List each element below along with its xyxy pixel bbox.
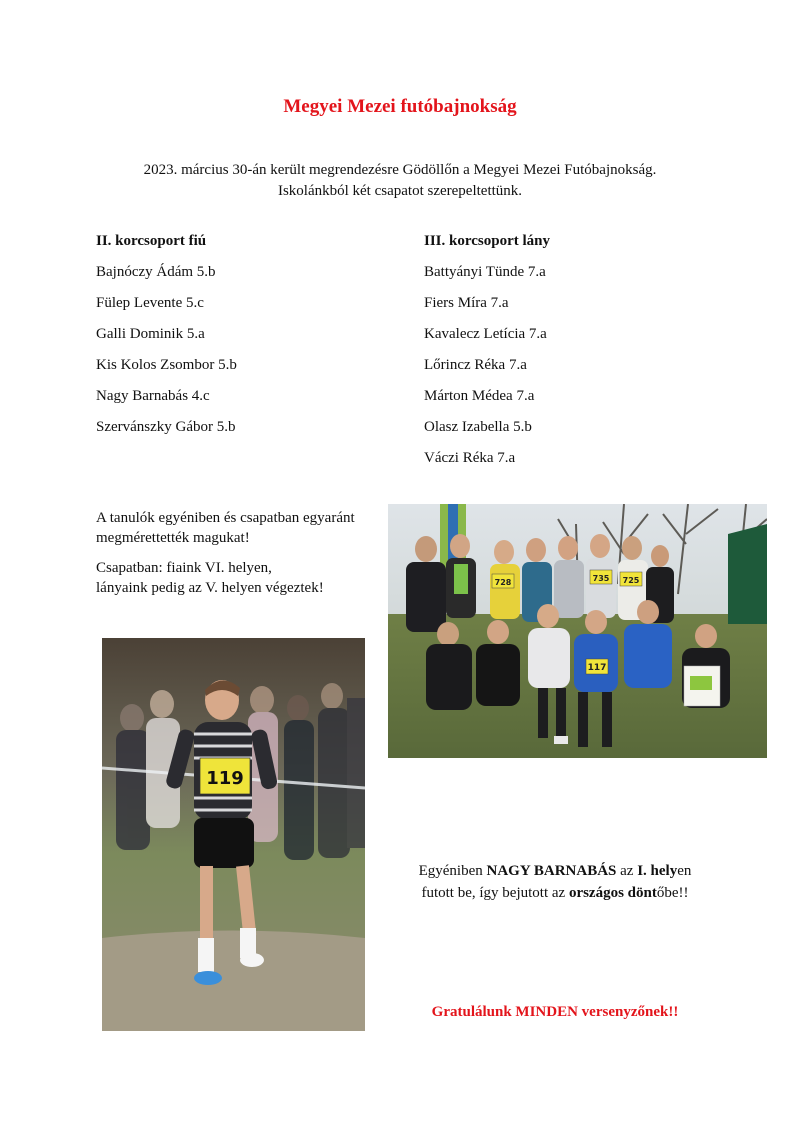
list-item: Váczi Réka 7.a (424, 450, 516, 466)
group-bib-label: 735 (592, 574, 610, 583)
boys-team-heading: II. korcsoport fiú (96, 233, 207, 249)
team-results-line-2: lányaink pedig az V. helyen végeztek! (96, 580, 324, 596)
team-results-line-1: Csapatban: fiaink VI. helyen, (96, 560, 272, 576)
boys-team-list (96, 230, 237, 447)
runner-bib-label: 119 (206, 768, 244, 789)
winner-name: NAGY BARNABÁS (486, 863, 617, 879)
group-bib-label: 728 (494, 578, 512, 587)
list-item: Fiers Míra 7.a (424, 295, 509, 311)
list-item: Márton Médea 7.a (424, 388, 535, 404)
list-item: Galli Dominik 5.a (96, 326, 205, 342)
summary-paragraph (96, 508, 355, 548)
list-item: Fülep Levente 5.c (96, 295, 204, 311)
congratulations-text: Gratulálunk MINDEN versenyzőnek!! (431, 1004, 679, 1020)
list-item: Szervánszky Gábor 5.b (96, 419, 236, 435)
summary-line-1: A tanulók egyéniben és csapatban egyaránt (96, 510, 355, 526)
list-item: Battyányi Tünde 7.a (424, 264, 546, 280)
summary-line-2: megmérettették magukat! (96, 530, 250, 546)
runner-photo (102, 638, 365, 1031)
winner-place: I. hely (637, 863, 678, 879)
result-text-fragment: be!! (664, 885, 689, 901)
list-item: Lőrincz Réka 7.a (424, 357, 527, 373)
list-item: Kavalecz Letícia 7.a (424, 326, 547, 342)
individual-result-line-1 (400, 860, 710, 882)
page-title: Megyei Mezei futóbajnokság (283, 96, 517, 117)
team-results-paragraph (96, 558, 324, 598)
intro-line-1: 2023. március 30-án került megrendezésre Gödöllőn a Megyei Mezei Futóbajnokság. (143, 162, 657, 178)
team-group-photo (388, 504, 767, 758)
individual-result-text (400, 860, 710, 904)
intro-text (0, 160, 800, 202)
result-text-fragment: en (677, 863, 692, 879)
result-text-fragment: futott be, így bejutott az (421, 885, 569, 901)
girls-team-heading: III. korcsoport lány (424, 233, 550, 249)
list-item: Bajnóczy Ádám 5.b (96, 264, 216, 280)
national-final: országos dönt (568, 885, 657, 901)
list-item: Nagy Barnabás 4.c (96, 388, 210, 404)
group-bib-label: 725 (622, 576, 640, 585)
result-text-fragment: Egyéniben (418, 863, 487, 879)
individual-result-line-2 (400, 882, 710, 904)
girls-team-list (424, 230, 550, 478)
result-text-fragment: ő (656, 885, 665, 901)
intro-line-2: Iskolánkból két csapatot szerepeltettünk. (277, 183, 523, 199)
group-bib-label: 117 (587, 663, 607, 673)
result-text-fragment: az (616, 863, 638, 879)
list-item: Olasz Izabella 5.b (424, 419, 532, 435)
list-item: Kis Kolos Zsombor 5.b (96, 357, 237, 373)
